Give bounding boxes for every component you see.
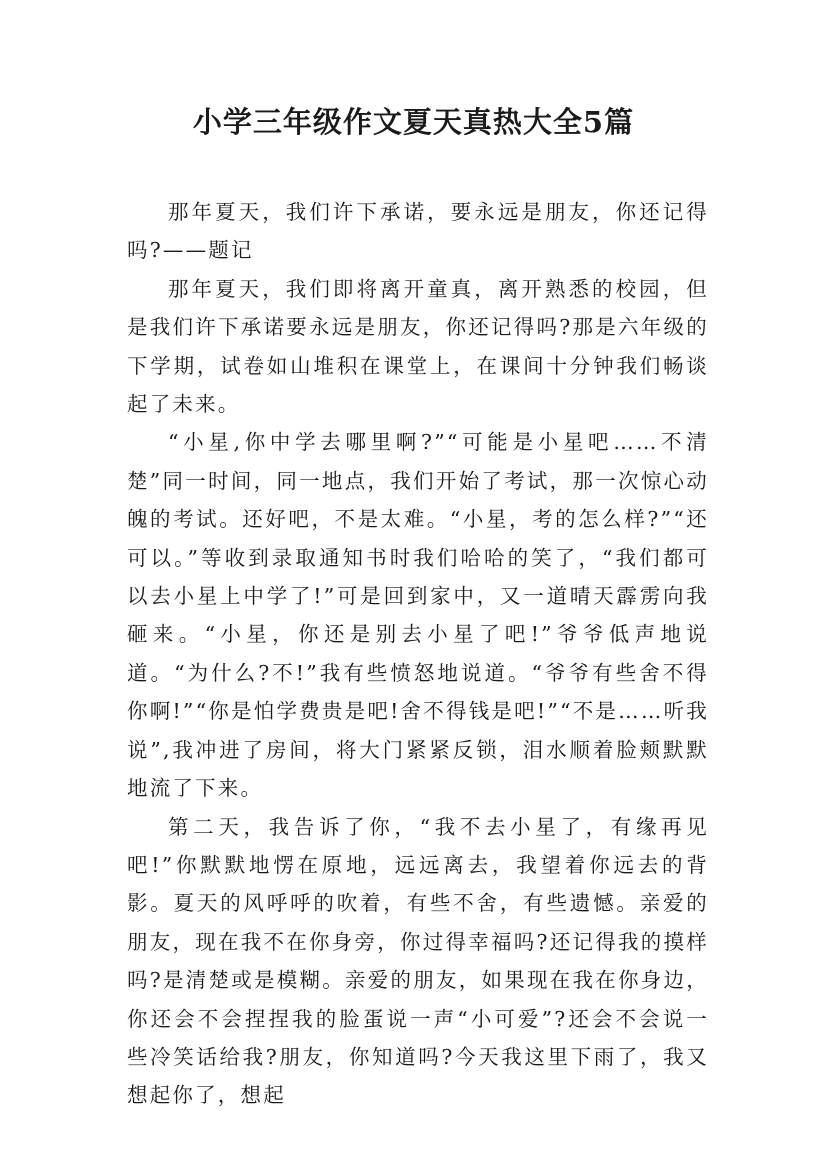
paragraph-3: 第二天，我告诉了你，“我不去小星了，有缘再见吧!”你默默地愣在原地，远远离去，我望着你远去的背影。夏天的风呼呼的吹着，有些不舍，有些遗憾。亲爱的朋友，现在我不在你身旁，你过得幸福吗?还记得我的摸样吗?是清楚或是模糊。亲爱的朋友，如果现在我在你身边，你还会不会捏捏我的脸蛋说一声“小可爱”?还会不会说一些冷笑话给我?朋友，你知道吗?今天我这里下雨了，我又想起你了，想起	[127, 814, 709, 1108]
paragraph-epigraph: 那年夏天，我们许下承诺，要永远是朋友，你还记得吗?——题记	[127, 200, 709, 263]
article-body	[127, 193, 709, 1115]
paragraph-1: 那年夏天，我们即将离开童真，离开熟悉的校园，但是我们许下承诺要永远是朋友，你还记得吗?那是六年级的下学期，试卷如山堆积在课堂上，在课间十分钟我们畅谈起了未来。	[127, 276, 709, 417]
paragraph-2: “小星,你中学去哪里啊?”“可能是小星吧……不清楚”同一时间，同一地点，我们开始了考试，那一次惊心动魄的考试。还好吧，不是太难。“小星，考的怎么样?”“还可以。”等收到录取通知书时我们哈哈的笑了，“我们都可以去小星上中学了!”可是回到家中，又一道晴天霹雳向我砸来。“小星，你还是别去小星了吧!”爷爷低声地说道。“为什么?不!”我有些愤怒地说道。“爷爷有些舍不得你啊!”“你是怕学费贵是吧!舍不得钱是吧!”“不是……听我说”,我冲进了房间，将大门紧紧反锁，泪水顺着脸颊默默地流了下来。	[127, 430, 709, 801]
page-title: 小学三年级作文夏天真热大全5篇	[192, 105, 635, 139]
